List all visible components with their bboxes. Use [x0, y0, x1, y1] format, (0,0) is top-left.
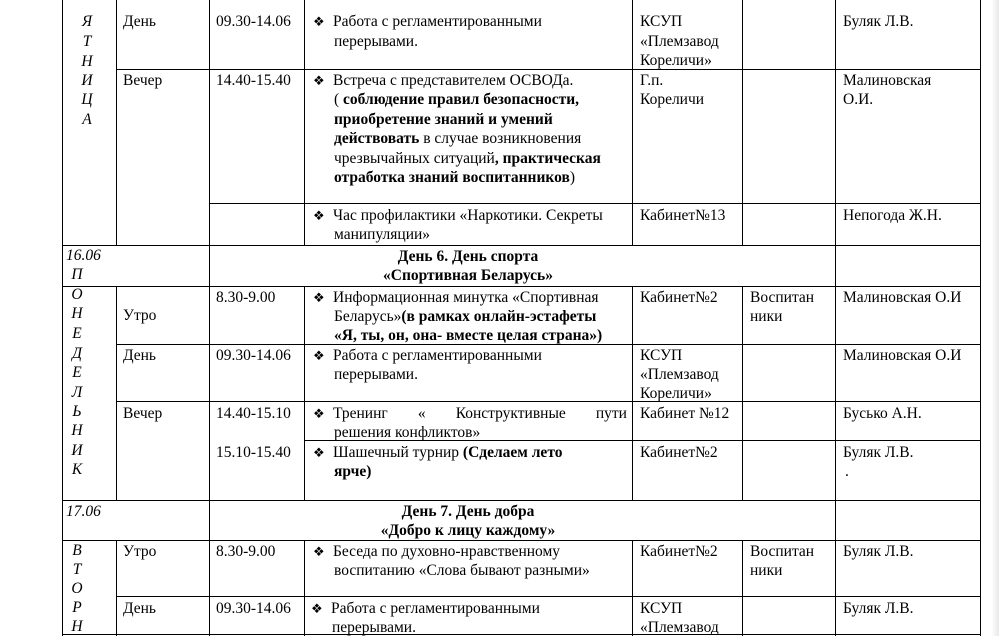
event-text: Час профилактики «Наркотики. Секреты: [333, 207, 603, 224]
grid-line: [304, 0, 305, 245]
event-text: воспитанию «Слова бывают разными»: [334, 562, 590, 579]
event-text: Беседа по духовно-нравственному: [333, 543, 561, 560]
place-text: Кореличи: [640, 91, 705, 108]
place-text: КСУП: [640, 347, 683, 364]
grid-line: [116, 401, 981, 402]
day-letter: Р: [72, 599, 82, 616]
time-range: 09.30-14.06: [216, 347, 291, 364]
day-heading: День 7. День добра: [401, 503, 535, 520]
responsible: Бусько А.Н.: [843, 405, 922, 422]
day-letter: Н: [71, 618, 83, 635]
day-letter: И: [81, 72, 93, 89]
place-text: «Племзавод: [640, 366, 719, 383]
event-text-bold: (Сделаем лето: [462, 444, 563, 461]
grid-line: [304, 596, 305, 636]
event-text: перерывами.: [334, 33, 418, 50]
day-letter: И: [71, 442, 83, 459]
grid-line: [116, 69, 981, 70]
place-text: Г.п.: [640, 72, 664, 89]
day-letter: О: [71, 286, 83, 303]
grid-line: [742, 286, 743, 500]
place-text: «Племзавод: [640, 619, 719, 636]
time-of-day: День: [123, 347, 157, 364]
time-of-day: Утро: [123, 307, 157, 324]
day-letter: П: [71, 266, 83, 283]
place-text: Кабинет№2: [640, 444, 718, 461]
time-range: 09.30-14.06: [216, 600, 291, 617]
bullet-icon: ❖: [313, 445, 325, 460]
event-text-bold: , практическая: [494, 150, 601, 167]
event-text: пути: [595, 405, 627, 422]
event-text-bold: (в рамках онлайн-эстафеты: [401, 308, 597, 325]
grid-line: [742, 540, 743, 636]
event-text: решения конфликтов»: [334, 424, 481, 441]
day-letter: Е: [72, 364, 82, 381]
bullet-icon: ❖: [313, 348, 325, 363]
day-letter: К: [71, 461, 83, 478]
bullet-icon: ❖: [313, 290, 325, 305]
grid-line: [116, 0, 117, 245]
event-text: в случае возникновения: [419, 130, 582, 147]
responsible: Малиновская О.И: [843, 347, 962, 364]
day-letter: В: [72, 542, 82, 559]
participants: Воспитан: [750, 543, 815, 560]
place-text: Кабинет №12: [640, 405, 730, 422]
event-text: ): [569, 169, 576, 186]
place-text: Кореличи»: [640, 385, 712, 402]
day-letter: Н: [71, 422, 83, 439]
grid-line: [632, 0, 633, 245]
time-range: 14.40-15.40: [216, 72, 291, 89]
bullet-icon: ❖: [311, 601, 323, 616]
bullet-icon: ❖: [313, 208, 325, 223]
page-edge-shadow: [991, 0, 999, 636]
grid-line: [62, 500, 981, 501]
event-text: Конструктивные: [455, 405, 566, 422]
responsible-dot: .: [845, 463, 849, 480]
responsible: Малиновская: [843, 72, 932, 89]
day-letter: Ь: [72, 403, 82, 420]
event-text: чрезвычайных ситуаций: [334, 150, 495, 167]
day-letter: Н: [71, 305, 83, 322]
grid-line: [304, 540, 305, 596]
day-heading: День 6. День спорта: [397, 248, 539, 265]
bullet-icon: ❖: [313, 14, 325, 29]
responsible: Буляк Л.В.: [843, 13, 914, 30]
event-text: (: [334, 91, 344, 108]
grid-line: [632, 286, 633, 500]
responsible: Буляк Л.В.: [843, 543, 914, 560]
place-text: «Племзавод: [640, 33, 719, 50]
place-text: КСУП: [640, 600, 683, 617]
event-text: «: [417, 405, 426, 422]
grid-line: [632, 540, 633, 636]
time-range: 09.30-14.06: [216, 13, 291, 30]
responsible: Буляк Л.В.: [843, 444, 914, 461]
day-letter: Ц: [81, 91, 93, 108]
day-letter: Л: [71, 384, 83, 401]
event-text-bold: отработка знаний воспитанников: [334, 169, 570, 186]
grid-line: [62, 634, 981, 635]
responsible: О.И.: [843, 91, 874, 108]
event-text-bold: «Я, ты, он, она- вместе целая страна»): [334, 327, 603, 344]
day-letter: А: [82, 111, 92, 128]
event-text: Работа с регламентированными: [333, 347, 542, 364]
event-text: Информационная минутка «Спортивная: [333, 289, 599, 306]
place-text: Кореличи»: [640, 52, 712, 69]
bullet-icon: ❖: [313, 544, 325, 559]
time-range: 8.30-9.00: [216, 543, 276, 560]
day-letter: Д: [72, 345, 82, 362]
event-text-bold: действовать: [334, 130, 420, 147]
day-letter: Т: [72, 561, 82, 578]
day-letter: Т: [82, 33, 92, 50]
grid-line: [62, 245, 981, 246]
time-of-day: День: [123, 13, 157, 30]
time-range: 14.40-15.10: [216, 405, 291, 422]
time-of-day: День: [123, 600, 157, 617]
time-of-day: Вечер: [123, 72, 163, 89]
event-text-bold: ярче): [334, 463, 372, 480]
place-text: Кабинет№13: [640, 207, 726, 224]
day-letter: Н: [81, 53, 93, 70]
event-text-bold: соблюдение правил безопасности,: [343, 91, 580, 108]
grid-line: [116, 596, 981, 597]
day-date: 16.06: [66, 247, 101, 264]
event-text: Шашечный турнир: [333, 444, 463, 461]
grid-line: [116, 540, 117, 636]
day-heading: «Добро к лицу каждому»: [380, 522, 556, 539]
event-text: Тренинг: [333, 405, 388, 422]
event-text: Беларусь»: [334, 308, 402, 325]
day-letter: О: [71, 580, 83, 597]
day-date: 17.06: [66, 503, 101, 520]
day-heading: «Спортивная Беларусь»: [383, 267, 553, 284]
grid-line: [742, 0, 743, 245]
participants: ники: [750, 562, 783, 579]
event-text-bold: приобретение знаний и умений: [334, 111, 553, 128]
day-letter: Е: [72, 325, 82, 342]
event-text: Работа с регламентированными: [331, 600, 540, 617]
time-range: 15.10-15.40: [216, 444, 291, 461]
event-text: Работа с регламентированными: [333, 13, 542, 30]
grid-line: [304, 286, 305, 500]
grid-line: [116, 286, 117, 500]
event-text: перерывами.: [334, 366, 418, 383]
grid-line: [209, 203, 981, 204]
grid-line: [62, 286, 981, 287]
responsible: Буляк Л.В.: [843, 600, 914, 617]
time-range: 8.30-9.00: [216, 289, 276, 306]
event-text: перерывами.: [332, 619, 416, 636]
bullet-icon: ❖: [313, 406, 325, 421]
responsible: Малиновская О.И: [843, 289, 962, 306]
day-letter: Я: [81, 13, 93, 30]
event-text: манипуляции»: [334, 226, 431, 243]
place-text: Кабинет№2: [640, 289, 718, 306]
participants: ники: [750, 308, 783, 325]
responsible: Непогода Ж.Н.: [843, 207, 942, 224]
place-text: КСУП: [640, 13, 683, 30]
event-text: Встреча с представителем ОСВОДа.: [333, 72, 574, 89]
time-of-day: Утро: [123, 543, 157, 560]
place-text: Кабинет№2: [640, 543, 718, 560]
time-of-day: Вечер: [123, 405, 163, 422]
participants: Воспитан: [750, 289, 815, 306]
bullet-icon: ❖: [313, 73, 325, 88]
